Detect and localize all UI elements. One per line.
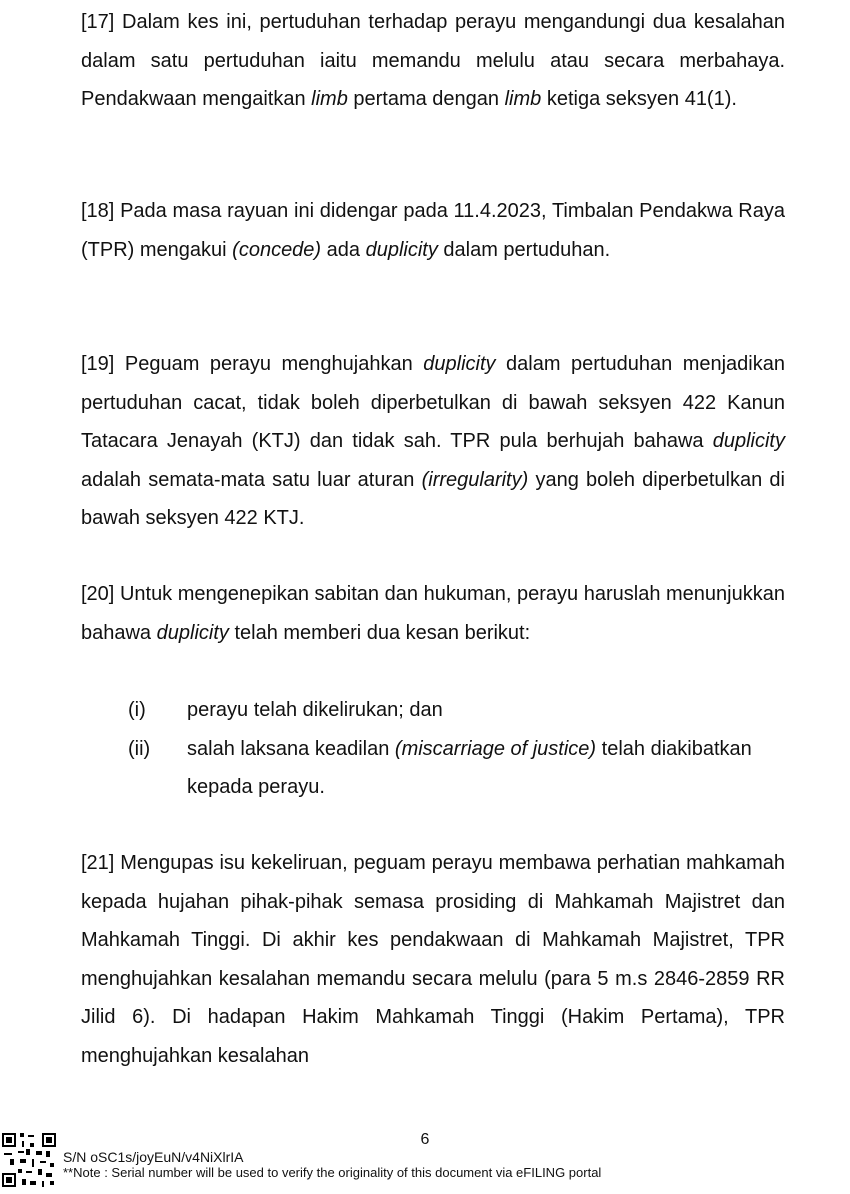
effects-list <box>81 691 785 807</box>
paragraph-17: [17] Dalam kes ini, pertuduhan terhadap perayu mengandungi dua kesalahan dalam satu pertuduhan iaitu memandu melulu atau secara merbahaya. Pendakwaan mengaitkan limb pertama dengan limb ketiga seksyen 41(1). <box>81 11 785 110</box>
paragraph-19: [19] Peguam perayu menghujahkan duplicity dalam pertuduhan menjadikan pertuduhan cacat, tidak boleh diperbetulkan di bawah seksyen 422 Kanun Tatacara Jenayah (KTJ) dan tidak sah. TPR pula berhujah bahawa duplicity adalah semata-mata satu luar aturan (irregularity) yang boleh diperbetulkan di bawah seksyen 422 KTJ. <box>81 353 786 529</box>
list-item: (i) perayu telah dikelirukan; dan <box>128 699 443 721</box>
serial-number: S/N oSC1s/joyEuN/v4NiXlrIA <box>63 1149 244 1165</box>
list-item: (ii) salah laksana keadilan (miscarriage of justice) telah diakibatkan kepada perayu. <box>128 737 752 798</box>
paragraph-21: [21] Mengupas isu kekeliruan, peguam perayu membawa perhatian mahkamah kepada hujahan pihak-pihak semasa prosiding di Mahkamah Majistret dan Mahkamah Tinggi. Di akhir kes pendakwaan di Mahkamah Majistret, TPR menghujahkan kesalahan memandu secara melulu (para 5 m.s 2846-2859 RR Jilid 6). Di hadapan Hakim Mahkamah Tinggi (Hakim Pertama), TPR menghujahkan kesalahan <box>81 852 785 1067</box>
footer-note: **Note : Serial number will be used to verify the originality of this document via eFILING portal <box>63 1165 602 1180</box>
paragraph-18: [18] Pada masa rayuan ini didengar pada 11.4.2023, Timbalan Pendakwa Raya (TPR) mengakui (concede) ada duplicity dalam pertuduhan. <box>81 200 785 261</box>
page-number: 6 <box>420 1131 430 1148</box>
paragraph-20: [20] Untuk mengenepikan sabitan dan hukuman, perayu haruslah menunjukkan bahawa duplicity telah memberi dua kesan berikut: <box>81 583 785 644</box>
